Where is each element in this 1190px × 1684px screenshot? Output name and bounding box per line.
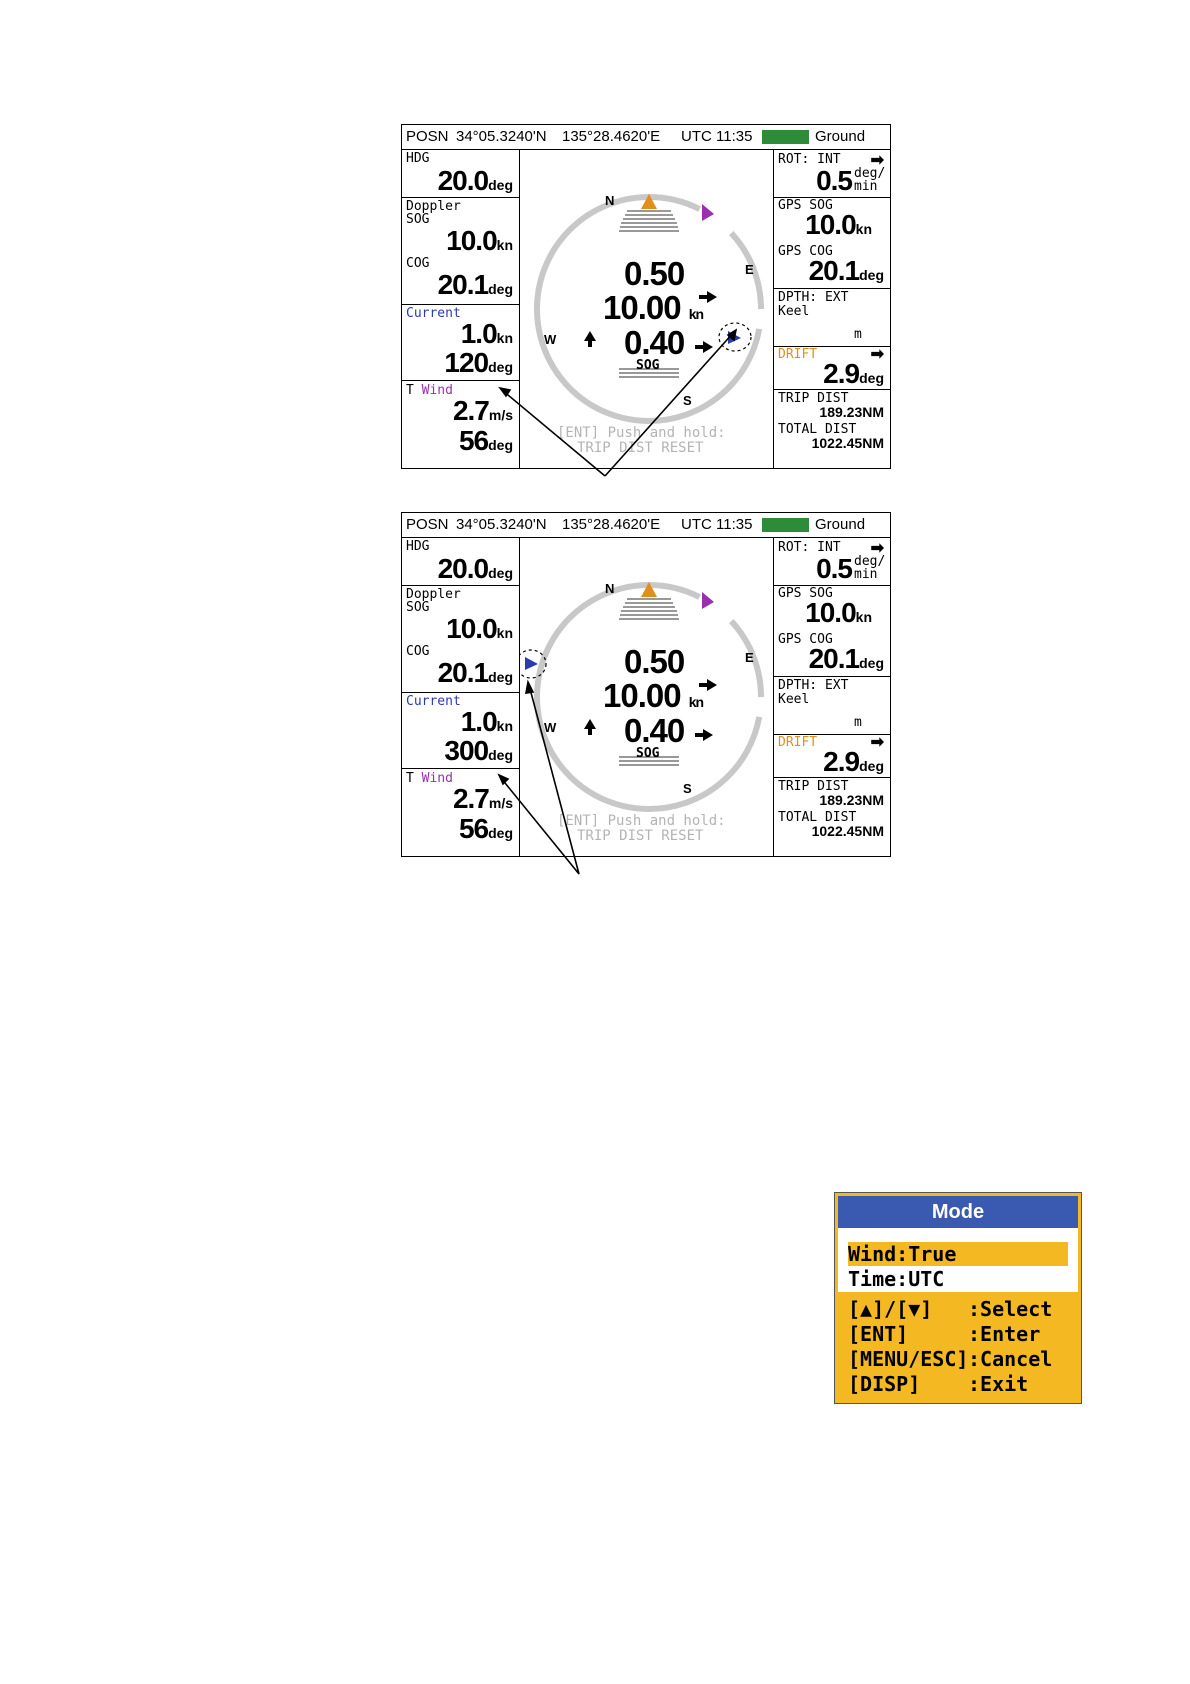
total-dist-label: TOTAL DIST	[778, 422, 857, 437]
ground-label: Ground	[815, 516, 866, 533]
latitude: 34°05.3240'N	[456, 128, 547, 145]
hdg-value: 20.0deg	[437, 165, 513, 196]
wind-speed: 2.7m/s	[452, 395, 513, 426]
mode-option-wind[interactable]: Wind:True	[848, 1242, 957, 1266]
sog-label: SOG	[636, 358, 660, 373]
callout-line-2a	[501, 778, 579, 874]
rot-label: ROT: INT	[778, 540, 841, 555]
rot-arrow-icon: ➡	[870, 152, 884, 169]
compass-w: W	[544, 332, 557, 347]
gps-cog-label: GPS COG	[778, 632, 833, 647]
gps-sog-value: 10.0kn	[805, 209, 872, 240]
drift-label: DRIFT	[778, 347, 818, 362]
total-dist-value: 1022.45NM	[811, 823, 884, 839]
rot-unit-1: deg/	[854, 554, 886, 569]
gps-sog-label: GPS SOG	[778, 586, 833, 601]
total-dist-value: 1022.45NM	[811, 435, 884, 451]
callout-arrowhead-2b	[526, 682, 533, 693]
trip-dist-value: 189.23NM	[819, 404, 884, 420]
doppler-label: Doppler	[406, 587, 461, 602]
gps-sog-label: GPS SOG	[778, 198, 833, 213]
hint-line-2: TRIP DIST RESET	[577, 828, 704, 844]
callout-line-1a	[502, 390, 605, 476]
cog-label: COG	[406, 644, 430, 659]
hdg-value: 20.0deg	[437, 553, 513, 584]
current-label: Current	[406, 306, 461, 321]
hint-line-1: [ENT] Push and hold:	[557, 425, 726, 441]
hint-line-2: TRIP DIST RESET	[577, 440, 704, 456]
compass-w: W	[544, 720, 557, 735]
doppler-sog-label: SOG	[406, 212, 430, 227]
compass-s: S	[683, 393, 692, 408]
compass-s: S	[683, 781, 692, 796]
doppler-label: Doppler	[406, 199, 461, 214]
drift-value: 2.9deg	[823, 358, 884, 389]
key-guide-select-action: :Select	[968, 1297, 1053, 1321]
center-value-3: 0.40	[624, 712, 685, 749]
callout-line-1b	[605, 332, 734, 476]
mode-dialog	[834, 1192, 1082, 1404]
rot-value: 0.5	[816, 165, 852, 196]
gps-sog-value: 10.0kn	[805, 597, 872, 628]
current-direction: 120deg	[444, 347, 513, 378]
total-dist-label: TOTAL DIST	[778, 810, 857, 825]
callout-arrowhead-2a	[499, 775, 508, 784]
compass-n: N	[605, 193, 615, 208]
wind-label: T Wind	[406, 383, 453, 398]
rot-unit-1: deg/	[854, 166, 886, 181]
compass-n: N	[605, 581, 615, 596]
rot-label: ROT: INT	[778, 152, 841, 167]
posn-label: POSN	[406, 128, 449, 145]
wind-direction: 56deg	[458, 425, 513, 456]
center-value-1: 0.50	[624, 255, 685, 292]
keel-label: Keel	[778, 692, 810, 707]
rot-unit-2: min	[854, 567, 878, 582]
trip-dist-label: TRIP DIST	[778, 779, 849, 794]
drift-value: 2.9deg	[823, 746, 884, 777]
hdg-label: HDG	[406, 539, 430, 554]
callout-line-2b	[529, 685, 579, 874]
hint-line-1: [ENT] Push and hold:	[557, 813, 726, 829]
center-value-1: 0.50	[624, 643, 685, 680]
doppler-sog-label: SOG	[406, 600, 430, 615]
cog-label: COG	[406, 256, 430, 271]
wind-speed: 2.7m/s	[452, 783, 513, 814]
wind-label: T Wind	[406, 771, 453, 786]
gps-cog-value: 20.1deg	[808, 643, 884, 674]
depth-unit: m	[854, 715, 862, 730]
key-guide-cancel: [MENU/ESC]	[848, 1347, 969, 1371]
posn-label: POSN	[406, 516, 449, 533]
depth-label: DPTH: EXT	[778, 678, 849, 693]
drift-arrow-icon: ➡	[870, 734, 884, 751]
keel-label: Keel	[778, 304, 810, 319]
mode-dialog-title: Mode	[838, 1196, 1078, 1228]
utc-time: UTC 11:35	[681, 516, 753, 533]
mode-option-time[interactable]: Time:UTC	[848, 1267, 945, 1291]
key-guide-select: [▲]/[▼]	[848, 1297, 933, 1321]
mode-options	[838, 1228, 1078, 1292]
rot-unit-2: min	[854, 179, 878, 194]
current-speed: 1.0kn	[460, 706, 513, 737]
drift-label: DRIFT	[778, 735, 818, 750]
cog-value: 20.1deg	[437, 269, 513, 300]
center-value-2: 10.00 kn	[603, 677, 704, 714]
center-value-3: 0.40	[624, 324, 685, 361]
rot-arrow-icon: ➡	[870, 540, 884, 557]
depth-label: DPTH: EXT	[778, 290, 849, 305]
compass-e: E	[745, 262, 754, 277]
cog-value: 20.1deg	[437, 657, 513, 688]
longitude: 135°28.4620'E	[562, 516, 661, 533]
rot-value: 0.5	[816, 553, 852, 584]
longitude: 135°28.4620'E	[562, 128, 661, 145]
wind-direction: 56deg	[458, 813, 513, 844]
hdg-label: HDG	[406, 151, 430, 166]
current-label: Current	[406, 694, 461, 709]
key-guide-enter: [ENT]	[848, 1322, 909, 1346]
drift-arrow-icon: ➡	[870, 346, 884, 363]
key-guide-enter-action: :Enter	[968, 1322, 1041, 1346]
depth-unit: m	[854, 327, 862, 342]
key-guide-cancel-action: :Cancel	[968, 1347, 1053, 1371]
doppler-sog-value: 10.0kn	[446, 613, 513, 644]
sog-label: SOG	[636, 746, 660, 761]
current-direction: 300deg	[444, 735, 513, 766]
trip-dist-value: 189.23NM	[819, 792, 884, 808]
latitude: 34°05.3240'N	[456, 516, 547, 533]
key-guide-exit: [DISP]	[848, 1372, 921, 1396]
ground-label: Ground	[815, 128, 866, 145]
doppler-sog-value: 10.0kn	[446, 225, 513, 256]
center-value-2: 10.00 kn	[603, 289, 704, 326]
gps-cog-value: 20.1deg	[808, 255, 884, 286]
gps-cog-label: GPS COG	[778, 244, 833, 259]
utc-time: UTC 11:35	[681, 128, 753, 145]
key-guide-exit-action: :Exit	[968, 1372, 1029, 1396]
compass-e: E	[745, 650, 754, 665]
current-speed: 1.0kn	[460, 318, 513, 349]
trip-dist-label: TRIP DIST	[778, 391, 849, 406]
